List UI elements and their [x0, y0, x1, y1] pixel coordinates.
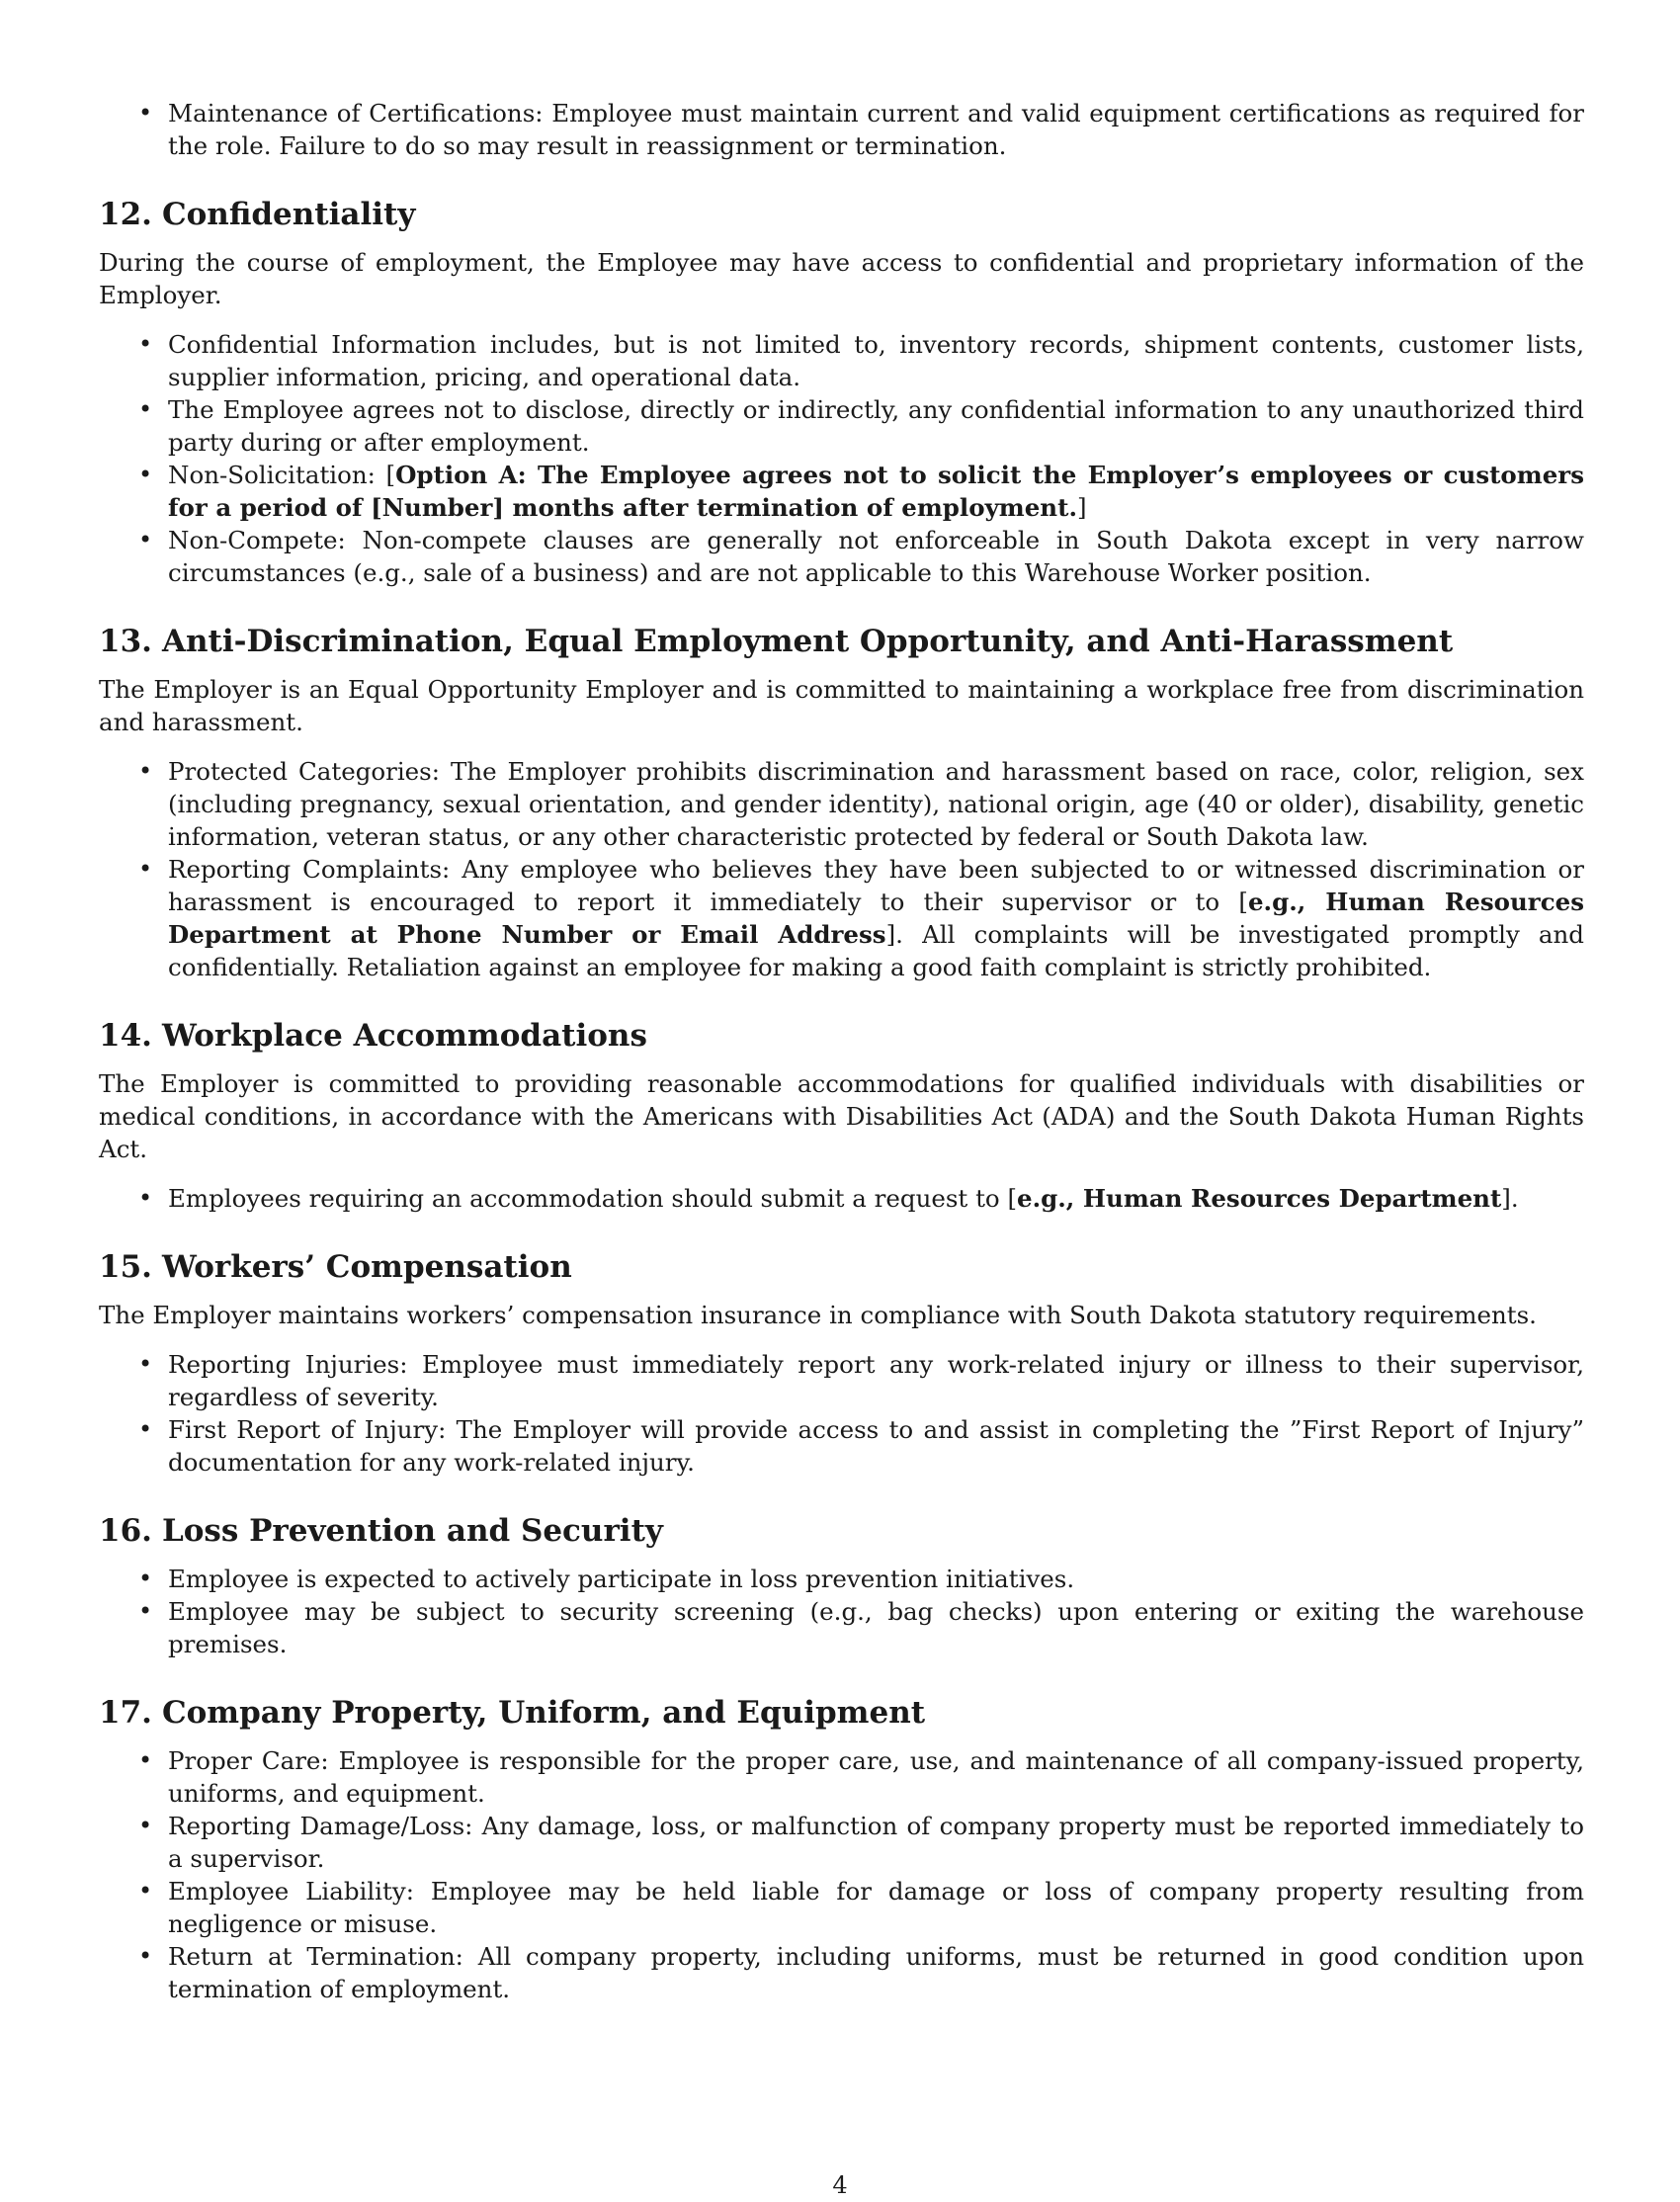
bullet-icon: •: [138, 1415, 153, 1443]
bullet-icon: •: [138, 1942, 153, 1970]
section-loss-prevention: [99, 1511, 1584, 1660]
list-item: • Employee Liability: Employee may be held liable for damage or loss of company property resulting from negligence or misuse.: [138, 1877, 1584, 1938]
list-item: • Return at Termination: All company property, including uniforms, must be returned in good condition upon termination of employment.: [138, 1942, 1584, 2003]
section-intro: During the course of employment, the Employee may have access to confidential and proprietary information of the Employer.: [99, 248, 1584, 309]
section-heading: 17. Company Property, Uniform, and Equipment: [99, 1695, 926, 1731]
continuation-list: [99, 97, 1584, 162]
section-confidentiality: [99, 195, 1584, 589]
list-item-protected-categories: • Protected Categories: The Employer prohibits discrimination and harassment based on race, color, religion, sex (including pregnancy, sexual orientation, and gender identity), national origin, age (40 or older), disability, genetic information, veteran status, or any other characteristic protected by federal or South Dakota law.: [138, 757, 1584, 851]
section-heading: 15. Workers’ Compensation: [99, 1249, 572, 1285]
list-item: • Maintenance of Certifications: Employee must maintain current and valid equipment certifications as required for the role. Failure to do so may result in reassignment or termination.: [138, 99, 1584, 160]
section-intro: The Employer is committed to providing reasonable accommodations for qualified individuals with disabilities or medical conditions, in accordance with the Americans with Disabilities Act (ADA) and the South Dakota Human Rights Act.: [99, 1069, 1584, 1163]
bullet-icon: •: [138, 1565, 153, 1592]
list-item: • Reporting Injuries: Employee must immediately report any work-related injury or illness to their supervisor, regardless of severity.: [138, 1350, 1584, 1411]
bullet-icon: •: [138, 1184, 153, 1212]
list-item-non-solicitation: • Non-Solicitation: [Option A: The Employee agrees not to solicit the Employer’s employees or customers for a period of [Number] months after termination of employment.]: [138, 461, 1584, 522]
bullet-icon: •: [138, 461, 153, 488]
section-heading: 13. Anti-Discrimination, Equal Employment Opportunity, and Anti-Harassment: [99, 624, 1454, 659]
list-item: • The Employee agrees not to disclose, directly or indirectly, any confidential information to any unauthorized third party during or after employment.: [138, 395, 1584, 457]
bullet-icon: •: [138, 99, 153, 127]
list-item: • Confidential Information includes, but is not limited to, inventory records, shipment contents, customer lists, supplier information, pricing, and operational data.: [138, 330, 1584, 391]
bullet-icon: •: [138, 1877, 153, 1905]
list-item: • Reporting Damage/Loss: Any damage, loss, or malfunction of company property must be reported immediately to a supervisor.: [138, 1812, 1584, 1873]
bullet-icon: •: [138, 526, 153, 553]
bullet-icon: •: [138, 1350, 153, 1378]
section-intro: The Employer maintains workers’ compensation insurance in compliance with South Dakota statutory requirements.: [99, 1301, 1537, 1329]
list-item-non-compete: • Non-Compete: Non-compete clauses are generally not enforceable in South Dakota except in very narrow circumstances (e.g., sale of a business) and are not applicable to this Warehouse Worker position.: [138, 526, 1584, 587]
list-item: • Employee is expected to actively participate in loss prevention initiatives.: [138, 1565, 1075, 1593]
bullet-icon: •: [138, 1597, 153, 1625]
list-item: • Employee may be subject to security screening (e.g., bag checks) upon entering or exiting the warehouse premises.: [138, 1597, 1584, 1658]
list-item-reporting-complaints: • Reporting Complaints: Any employee who believes they have been subjected to or witnessed discrimination or harassment is encouraged to report it immediately to their supervisor or to [e.g., Human Resources Department at Phone Number or Email Address]. All complaints will be investigated promptly and confidentially. Retaliation against an employee for making a good faith complaint is strictly prohibited.: [138, 855, 1584, 981]
section-list: [99, 1744, 1584, 2005]
section-list: [99, 1563, 1584, 1660]
section-list: [99, 328, 1584, 589]
section-workers-compensation: [99, 1247, 1584, 1479]
bullet-icon: •: [138, 330, 153, 358]
section-heading: 14. Workplace Accommodations: [99, 1018, 647, 1054]
section-company-property: [99, 1693, 1584, 2005]
section-heading: 12. Confidentiality: [99, 197, 416, 232]
bullet-icon: •: [138, 395, 153, 423]
bullet-icon: •: [138, 1746, 153, 1774]
bullet-icon: •: [138, 757, 153, 785]
bullet-icon: •: [138, 855, 153, 883]
section-workplace-accommodations: [99, 1016, 1584, 1215]
bullet-icon: •: [138, 1812, 153, 1839]
section-anti-discrimination: [99, 622, 1584, 983]
section-heading: 16. Loss Prevention and Security: [99, 1513, 663, 1549]
page-number: 4: [832, 2171, 848, 2199]
section-list: [99, 755, 1584, 983]
section-intro: The Employer is an Equal Opportunity Employer and is committed to maintaining a workplace free from discrimination and harassment.: [99, 675, 1584, 736]
section-list: [99, 1348, 1584, 1479]
list-item: • Proper Care: Employee is responsible for the proper care, use, and maintenance of all company-issued property, uniforms, and equipment.: [138, 1746, 1584, 1808]
list-item: • Employees requiring an accommodation should submit a request to [e.g., Human Resources Department].: [138, 1184, 1519, 1213]
list-item: • First Report of Injury: The Employer will provide access to and assist in completing the ”First Report of Injury” documentation for any work-related injury.: [138, 1415, 1584, 1477]
section-list: [99, 1182, 1584, 1215]
